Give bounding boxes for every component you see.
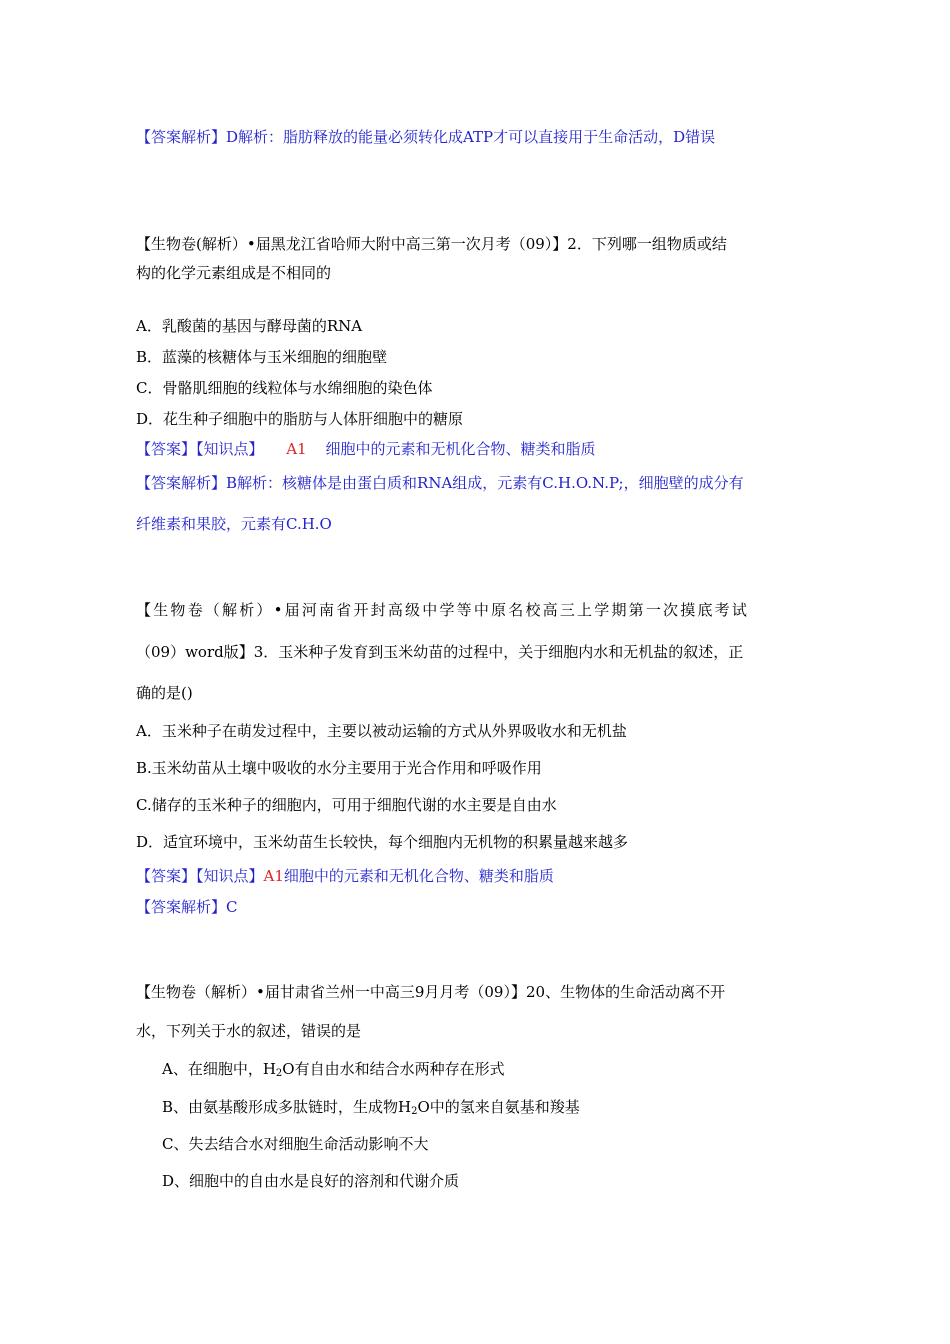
- subscript: 2: [275, 1068, 283, 1079]
- option-d: D、细胞中的自由水是良好的溶剂和代谢介质: [162, 1172, 460, 1190]
- answer-knowledge-line: [136, 866, 554, 886]
- answer-analysis-line: 【答案解析】D解析：脂肪释放的能量必须转化成ATP才可以直接用于生命活动，D错误: [136, 128, 716, 146]
- option-b: B.玉米幼苗从土壤中吸收的水分主要用于光合作用和呼吸作用: [136, 759, 542, 777]
- knowledge-code: A1: [263, 867, 284, 885]
- question-stem-line: （09）word版】3．玉米种子发育到玉米幼苗的过程中，关于细胞内水和无机盐的叙述，正: [136, 643, 744, 661]
- option-c: C．骨骼肌细胞的线粒体与水绵细胞的染色体: [136, 379, 433, 397]
- knowledge-text: 细胞中的元素和无机化合物、糖类和脂质: [283, 867, 554, 885]
- option-b-text-pre: B、由氨基酸形成多肽链时，生成物H: [162, 1098, 412, 1116]
- answer-knowledge-line: [136, 439, 595, 459]
- option-c: C、失去结合水对细胞生命活动影响不大: [162, 1135, 429, 1153]
- option-a-text-pre: A、在细胞中，H: [162, 1060, 276, 1078]
- answer-analysis-line: 【答案解析】C: [136, 898, 238, 916]
- knowledge-text: 细胞中的元素和无机化合物、糖类和脂质: [325, 440, 596, 458]
- answer-analysis-line: 【答案解析】B解析：核糖体是由蛋白质和RNA组成，元素有C.H.O.N.P;，细胞壁的成分有: [136, 474, 744, 492]
- option-a: A．玉米种子在萌发过程中，主要以被动运输的方式从外界吸收水和无机盐: [136, 722, 627, 740]
- question-stem-line: 【生物卷（解析）•届河南省开封高级中学等中原名校高三上学期第一次摸底考试: [136, 601, 750, 619]
- option-b-text-post: O中的氢来自氨基和羧基: [417, 1098, 580, 1116]
- question-stem-line: 构的化学元素组成是不相同的: [136, 264, 332, 282]
- option-d: D．花生种子细胞中的脂肪与人体肝细胞中的糖原: [136, 410, 464, 428]
- option-b: B．蓝藻的核糖体与玉米细胞的细胞壁: [136, 348, 388, 366]
- option-c: C.储存的玉米种子的细胞内，可用于细胞代谢的水主要是自由水: [136, 796, 557, 814]
- answer-label: 【答案】【知识点】: [136, 440, 264, 458]
- question-stem-line: 【生物卷（解析）•届甘肃省兰州一中高三9月月考（09）】20、生物体的生命活动离不开: [136, 983, 726, 1001]
- option-a: [162, 1059, 505, 1079]
- question-stem-line: 水，下列关于水的叙述，错误的是: [136, 1022, 362, 1040]
- question-stem-line: 确的是(): [136, 684, 193, 702]
- subscript: 2: [411, 1106, 418, 1117]
- option-d: D．适宜环境中，玉米幼苗生长较快，每个细胞内无机物的积累量越来越多: [136, 833, 629, 851]
- answer-analysis-line: 纤维素和果胶，元素有C.H.O: [136, 515, 332, 533]
- option-a-text-post: O有自由水和结合水两种存在形式: [282, 1060, 505, 1078]
- knowledge-code: A1: [286, 440, 307, 458]
- option-b: [162, 1097, 580, 1117]
- question-stem-line: 【生物卷(解析）•届黑龙江省哈师大附中高三第一次月考（09）】2．下列哪一组物质或结: [136, 235, 727, 253]
- answer-label: 【答案】【知识点】: [136, 867, 264, 885]
- option-a: A．乳酸菌的基因与酵母菌的RNA: [136, 317, 363, 335]
